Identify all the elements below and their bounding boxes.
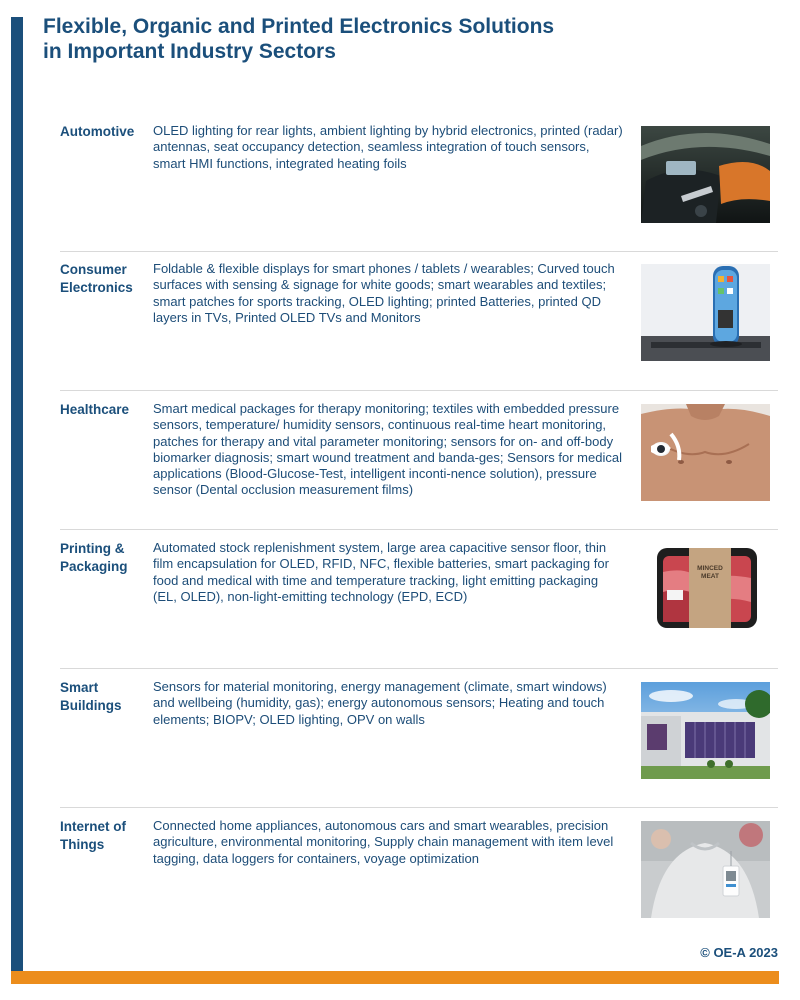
row-separator	[60, 807, 778, 808]
sector-label-line: Healthcare	[60, 402, 130, 417]
sector-label-line: Printing &	[60, 541, 125, 556]
row-separator	[60, 668, 778, 669]
package-text-line-2: MEAT	[701, 573, 719, 580]
copyright-notice: © OE-A 2023	[700, 945, 778, 960]
sector-label-line: Smart	[60, 680, 99, 695]
sector-label-line: Consumer	[60, 262, 127, 277]
sector-label-line: Things	[60, 837, 105, 852]
sector-description: Sensors for material monitoring, energy management (climate, smart windows) and wellbeing (humidity, gas); energy autonomous sensors; Heating and touch elements; BIOPV; OLED lighting, OPV on walls	[153, 679, 607, 727]
sector-description: Foldable & flexible displays for smart phones / tablets / wearables; Curved touch surfaces with sensing & signage for white goods; smart wearables and textiles; smart patches for sports tracking, OLED lighting; printed Batteries, printed QD layers in TVs, Printed OLED TVs and Monitors	[153, 261, 615, 325]
row-separator	[60, 251, 778, 252]
clothing-tag-photo	[641, 821, 770, 918]
sector-label	[60, 679, 152, 715]
solar-facade-photo	[641, 682, 770, 779]
sector-description: OLED lighting for rear lights, ambient lighting by hybrid electronics, printed (radar) antennas, seat occupancy detection, seamless integration of touch sensors, smart HMI functions, integrated heating foils	[153, 123, 623, 171]
left-accent-bar	[11, 17, 23, 971]
bottom-accent-bar	[11, 971, 779, 984]
row-separator	[60, 390, 778, 391]
sector-description: Automated stock replenishment system, large area capacitive sensor floor, thin film encapsulation for OLED, RFID, NFC, flexible batteries, smart packaging for food and medical with time and temperature tracking, light emitting packaging (EL, OLED), non-light-emitting technology (EPD, ECD)	[153, 540, 609, 604]
page-title-line-1: Flexible, Organic and Printed Electronics Solutions	[43, 15, 555, 38]
sector-label	[60, 401, 152, 419]
rollable-display-photo	[641, 264, 770, 361]
page-title-line-2: in Important Industry Sectors	[43, 40, 336, 63]
row-separator	[60, 529, 778, 530]
sector-label-line: Electronics	[60, 280, 133, 295]
sector-label	[60, 818, 152, 854]
package-text-line-1: MINCED	[697, 565, 723, 572]
sector-description: Smart medical packages for therapy monitoring; textiles with embedded pressure sensors, temperature/ humidity sensors, continuous real-time heart monitoring, patches for therapy and vital parameter monitoring; sensors for on- and off-body biomarker diagnosis; smart wound treatment and banda-ges; Sensors for medical applications (Blood-Glucose-Test, intelligent inconti-nence solution), pressure sensor (Dental occlusion measurement films)	[153, 401, 622, 498]
chest-patch-photo	[641, 404, 770, 501]
sector-label	[60, 540, 152, 576]
sector-label-line: Internet of	[60, 819, 126, 834]
sector-label-line: Buildings	[60, 698, 122, 713]
sector-label	[60, 261, 152, 297]
sector-label-line: Automotive	[60, 124, 135, 139]
page-title	[43, 14, 743, 64]
sector-label-line: Packaging	[60, 559, 128, 574]
sector-label	[60, 123, 152, 141]
car-interior-photo	[641, 126, 770, 223]
meat-package-photo	[641, 542, 770, 639]
sector-description: Connected home appliances, autonomous cars and smart wearables, precision agriculture, environmental monitoring, Supply chain management with item level tagging, data loggers for containers, voyage optimization	[153, 818, 614, 866]
